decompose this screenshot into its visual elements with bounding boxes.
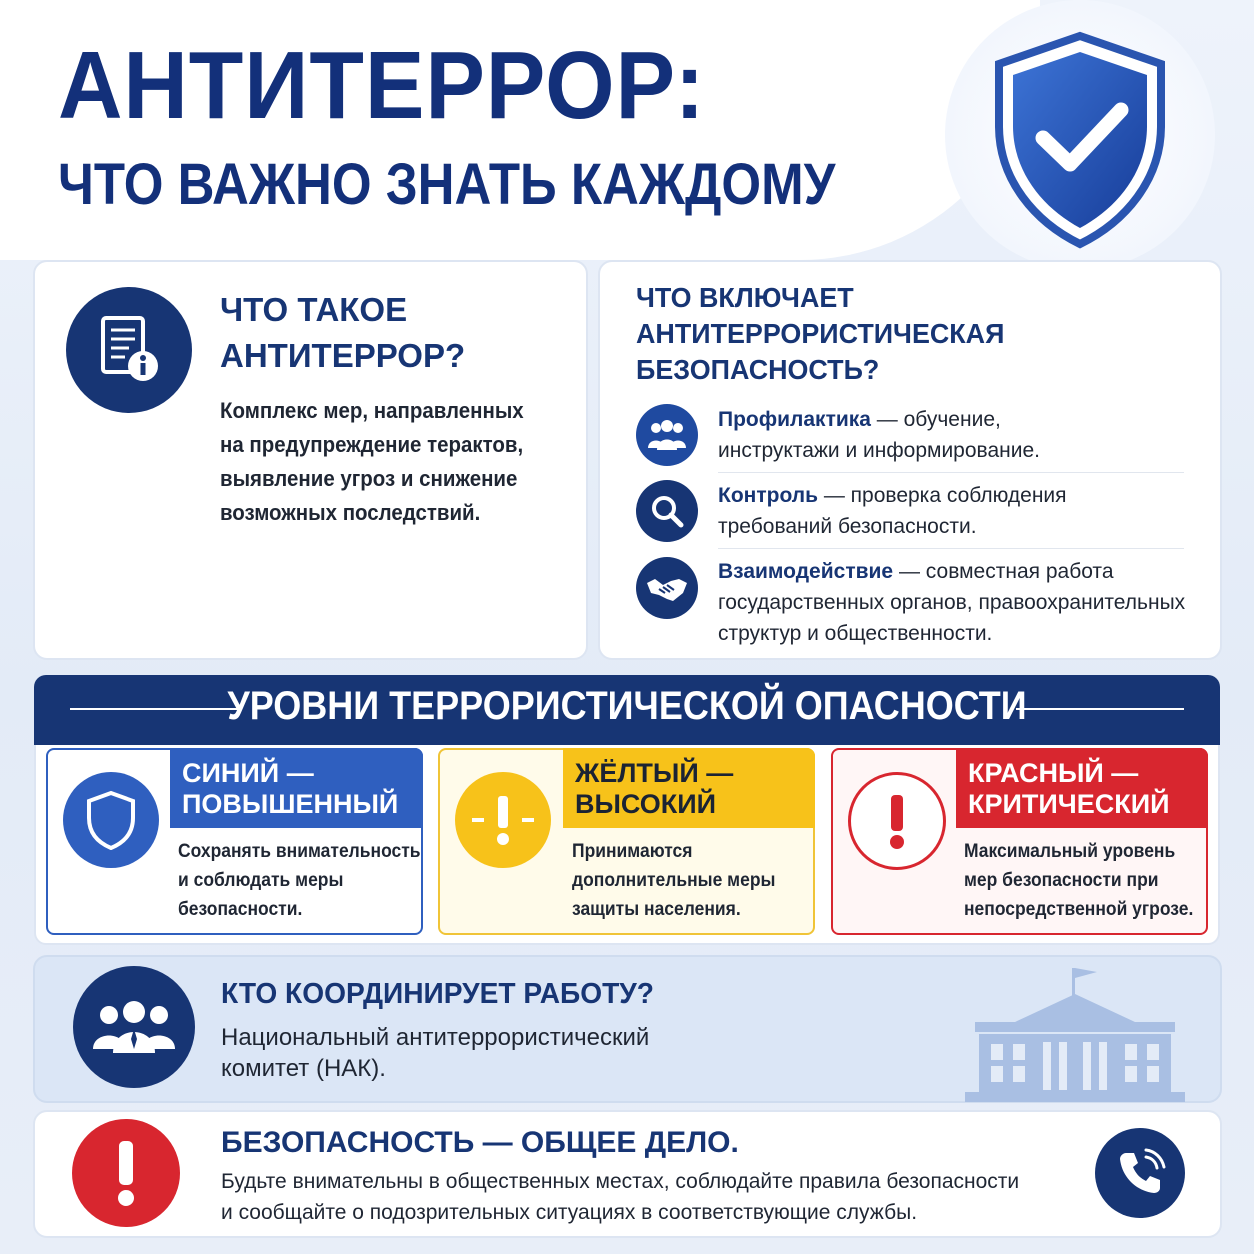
level-text-line: безопасности.: [178, 899, 303, 920]
what-is-heading-line: ЧТО ТАКОЕ: [220, 291, 408, 328]
handshake-icon: [636, 557, 698, 619]
group-icon: [636, 404, 698, 466]
what-is-heading-line: АНТИТЕРРОР?: [220, 337, 466, 374]
exclamation-icon: [455, 772, 551, 868]
coordination-text: [221, 1022, 649, 1084]
level-text-line: и соблюдать меры: [178, 870, 344, 891]
includes-item-text: — совместная работа: [893, 560, 1114, 583]
level-text-line: непосредственной угрозе.: [964, 899, 1194, 920]
level-yellow-name: [563, 748, 815, 828]
includes-item-text: структур и общественности.: [718, 622, 993, 645]
what-is-text-line: выявление угроз и снижение: [220, 466, 518, 491]
coordination-text-line: Национальный антитеррористический: [221, 1024, 650, 1051]
document-info-icon: [66, 287, 192, 413]
divider: [718, 548, 1184, 549]
includes-item-control: [718, 480, 1067, 542]
level-name-line: ЖЁЛТЫЙ —: [575, 758, 734, 788]
phone-icon: [1095, 1128, 1185, 1218]
exclamation-icon: [848, 772, 946, 870]
level-name-line: ПОВЫШЕННЫЙ: [182, 789, 399, 819]
what-is-text: [220, 394, 524, 530]
level-text-line: Сохранять внимательность: [178, 841, 421, 862]
includes-item-text: инструктажи и информирование.: [718, 439, 1040, 462]
safety-text-line: и сообщайте о подозрительных ситуациях в соответствующие службы.: [221, 1201, 918, 1224]
includes-item-text: — проверка соблюдения: [818, 484, 1067, 507]
includes-item-text: государственных органов, правоохранительных: [718, 591, 1186, 614]
level-text-line: мер безопасности при: [964, 870, 1159, 891]
includes-item-cooperation: [718, 556, 1185, 649]
includes-heading-line: АНТИТЕРРОРИСТИЧЕСКАЯ: [636, 318, 1005, 349]
government-building-icon: [965, 962, 1185, 1102]
level-name-line: КРИТИЧЕСКИЙ: [968, 789, 1170, 819]
level-blue-text: [178, 837, 421, 924]
includes-item-term: Профилактика: [718, 408, 871, 431]
includes-item-text: требований безопасности.: [718, 515, 977, 538]
level-text-line: Максимальный уровень: [964, 841, 1176, 862]
level-blue-name: [170, 748, 423, 828]
includes-item-term: Взаимодействие: [718, 560, 894, 583]
shield-check-icon: [985, 30, 1175, 250]
page-subtitle: ЧТО ВАЖНО ЗНАТЬ КАЖДОМУ: [58, 152, 836, 217]
what-is-text-line: возможных последствий.: [220, 500, 481, 525]
level-name-line: СИНИЙ —: [182, 758, 314, 788]
safety-heading: БЕЗОПАСНОСТЬ — ОБЩЕЕ ДЕЛО.: [221, 1126, 739, 1159]
what-is-heading: [220, 287, 465, 379]
coordination-text-line: комитет (НАК).: [221, 1055, 386, 1082]
includes-heading-line: БЕЗОПАСНОСТЬ?: [636, 354, 880, 385]
divider: [718, 472, 1184, 473]
level-yellow-text: [572, 837, 775, 924]
safety-text-line: Будьте внимательны в общественных местах, соблюдайте правила безопасности: [221, 1170, 1020, 1193]
page-title: АНТИТЕРРОР:: [58, 32, 706, 139]
includes-heading-line: ЧТО ВКЛЮЧАЕТ: [636, 282, 854, 313]
coordination-heading: КТО КООРДИНИРУЕТ РАБОТУ?: [221, 978, 654, 1010]
magnifier-icon: [636, 480, 698, 542]
level-text-line: дополнительные меры: [572, 870, 776, 891]
level-red-text: [964, 837, 1193, 924]
level-text-line: Принимаются: [572, 841, 693, 862]
levels-title: УРОВНИ ТЕРРОРИСТИЧЕСКОЙ ОПАСНОСТИ: [227, 684, 1027, 728]
level-red-name: [956, 748, 1208, 828]
what-is-text-line: на предупреждение терактов,: [220, 432, 524, 457]
includes-heading: [636, 280, 1004, 388]
what-is-text-line: Комплекс мер, направленных: [220, 398, 524, 423]
includes-item-text: — обучение,: [870, 408, 1001, 431]
level-name-line: КРАСНЫЙ —: [968, 758, 1139, 788]
includes-item-term: Контроль: [718, 484, 818, 507]
shield-icon: [63, 772, 159, 868]
includes-item-prevention: [718, 404, 1040, 466]
safety-text: [221, 1166, 1019, 1228]
group-icon: [73, 966, 195, 1088]
level-name-line: ВЫСОКИЙ: [575, 789, 717, 819]
exclamation-icon: [72, 1119, 180, 1227]
level-text-line: защиты населения.: [572, 899, 741, 920]
